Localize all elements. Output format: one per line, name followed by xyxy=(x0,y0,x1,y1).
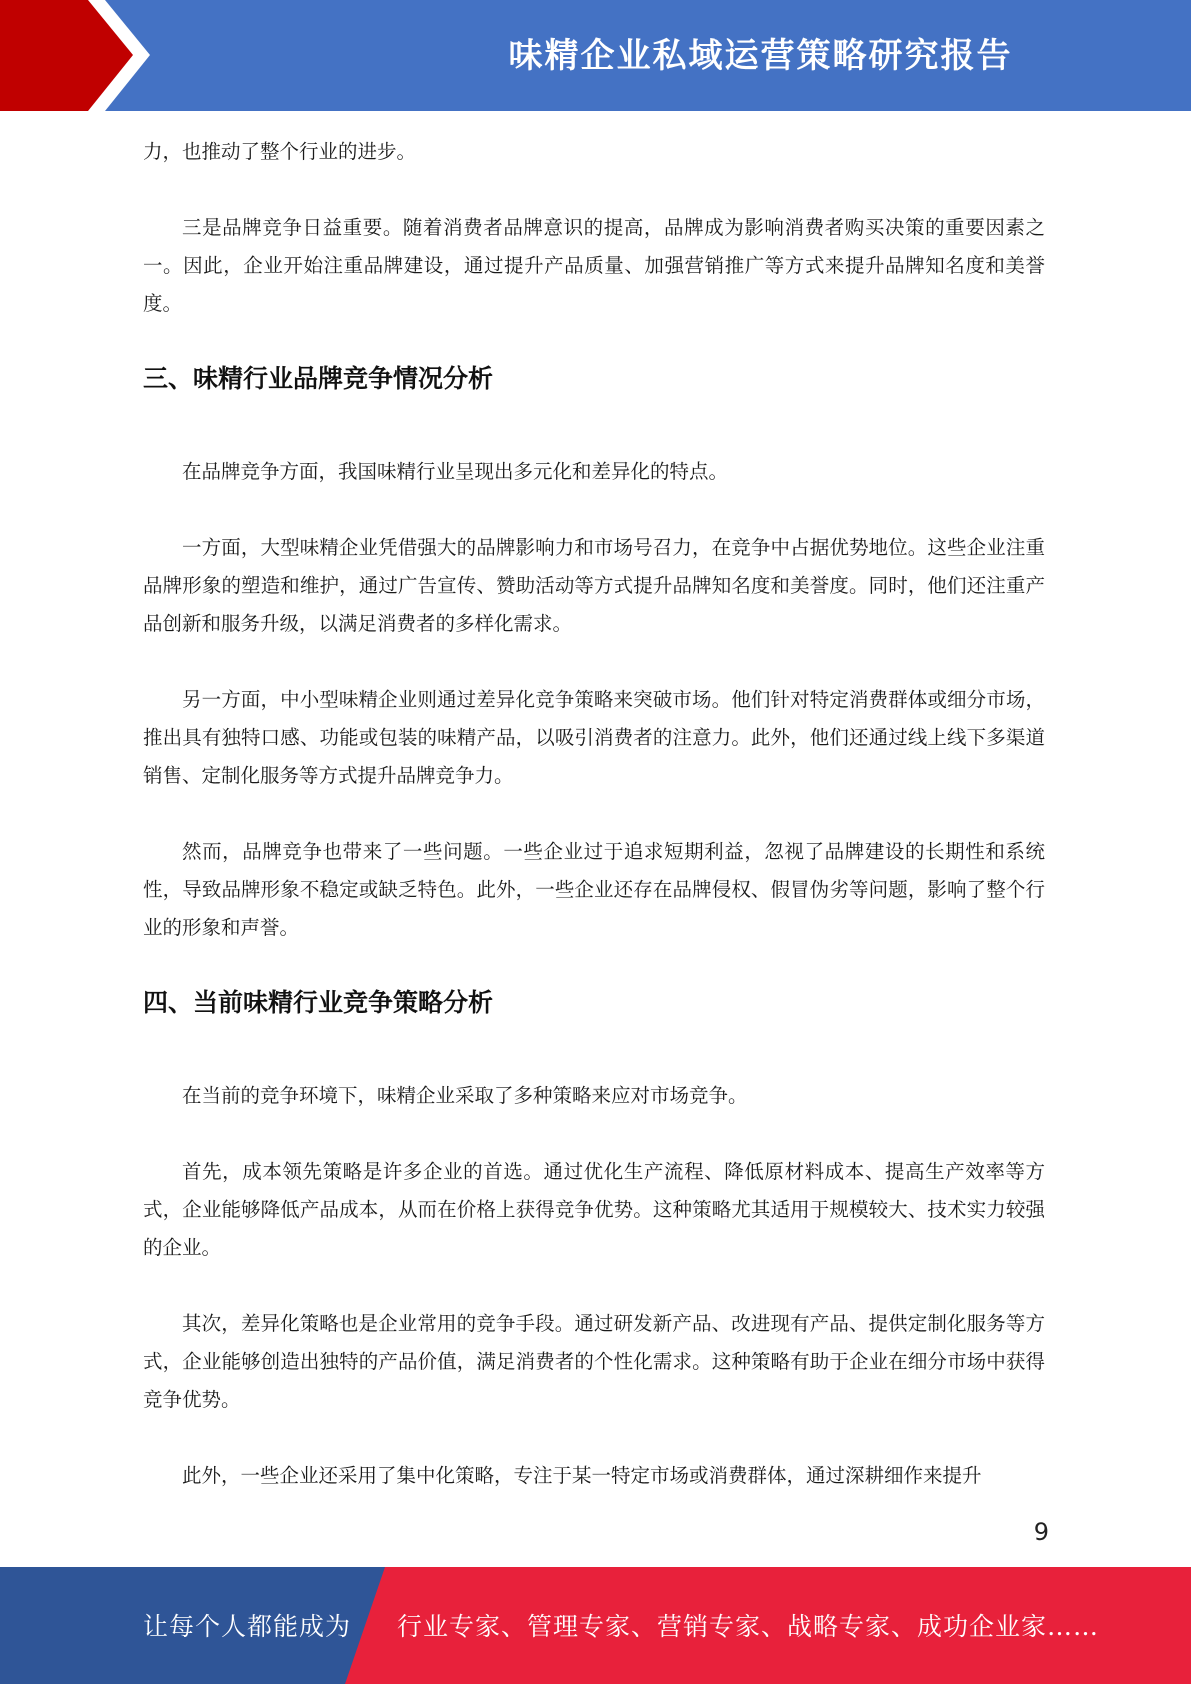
page-number: 9 xyxy=(1033,1518,1049,1546)
section-heading-4: 四、当前味精行业竞争策略分析 xyxy=(143,988,494,1017)
paragraph: 在品牌竞争方面，我国味精行业呈现出多元化和差异化的特点。 xyxy=(182,460,729,483)
paragraph: 三是品牌竞争日益重要。随着消费者品牌意识的提高，品牌成为影响消费者购买决策的重要因素之一。因此，企业开始注重品牌建设，通过提升产品质量、加强营销推广等方式来提升品牌知名度和美誉度。 xyxy=(143,216,1045,315)
paragraph: 此外，一些企业还采用了集中化策略，专注于某一特定市场或消费群体，通过深耕细作来提升 xyxy=(182,1464,982,1487)
paragraph: 然而，品牌竞争也带来了一些问题。一些企业过于追求短期利益，忽视了品牌建设的长期性和系统性，导致品牌形象不稳定或缺乏特色。此外，一些企业还存在品牌侵权、假冒伪劣等问题，影响了整个行业的形象和声誉。 xyxy=(143,840,1045,939)
header-banner xyxy=(0,0,1191,111)
footer-slogan-right: 行业专家、管理专家、营销专家、战略专家、成功企业家…… xyxy=(397,1612,1100,1641)
paragraph: 首先，成本领先策略是许多企业的首选。通过优化生产流程、降低原材料成本、提高生产效率等方式，企业能够降低产品成本，从而在价格上获得竞争优势。这种策略尤其适用于规模较大、技术实力较强的企业。 xyxy=(143,1160,1045,1259)
paragraph: 在当前的竞争环境下，味精企业采取了多种策略来应对市场竞争。 xyxy=(182,1084,748,1107)
footer-slogan-left: 让每个人都能成为 xyxy=(143,1612,352,1641)
paragraph: 一方面，大型味精企业凭借强大的品牌影响力和市场号召力，在竞争中占据优势地位。这些企业注重品牌形象的塑造和维护，通过广告宣传、赞助活动等方式提升品牌知名度和美誉度。同时，他们还注重产品创新和服务升级，以满足消费者的多样化需求。 xyxy=(143,536,1045,635)
paragraph: 力，也推动了整个行业的进步。 xyxy=(143,140,417,163)
paragraph: 另一方面，中小型味精企业则通过差异化竞争策略来突破市场。他们针对特定消费群体或细分市场，推出具有独特口感、功能或包装的味精产品，以吸引消费者的注意力。此外，他们还通过线上线下多渠道销售、定制化服务等方式提升品牌竞争力。 xyxy=(143,688,1045,787)
section-heading-3: 三、味精行业品牌竞争情况分析 xyxy=(143,364,494,393)
footer-banner xyxy=(0,1567,1191,1684)
page-body xyxy=(143,133,1045,1533)
document-title: 味精企业私域运营策略研究报告 xyxy=(508,36,1013,76)
paragraph: 其次，差异化策略也是企业常用的竞争手段。通过研发新产品、改进现有产品、提供定制化服务等方式，企业能够创造出独特的产品价值，满足消费者的个性化需求。这种策略有助于企业在细分市场中获得竞争优势。 xyxy=(143,1312,1045,1411)
